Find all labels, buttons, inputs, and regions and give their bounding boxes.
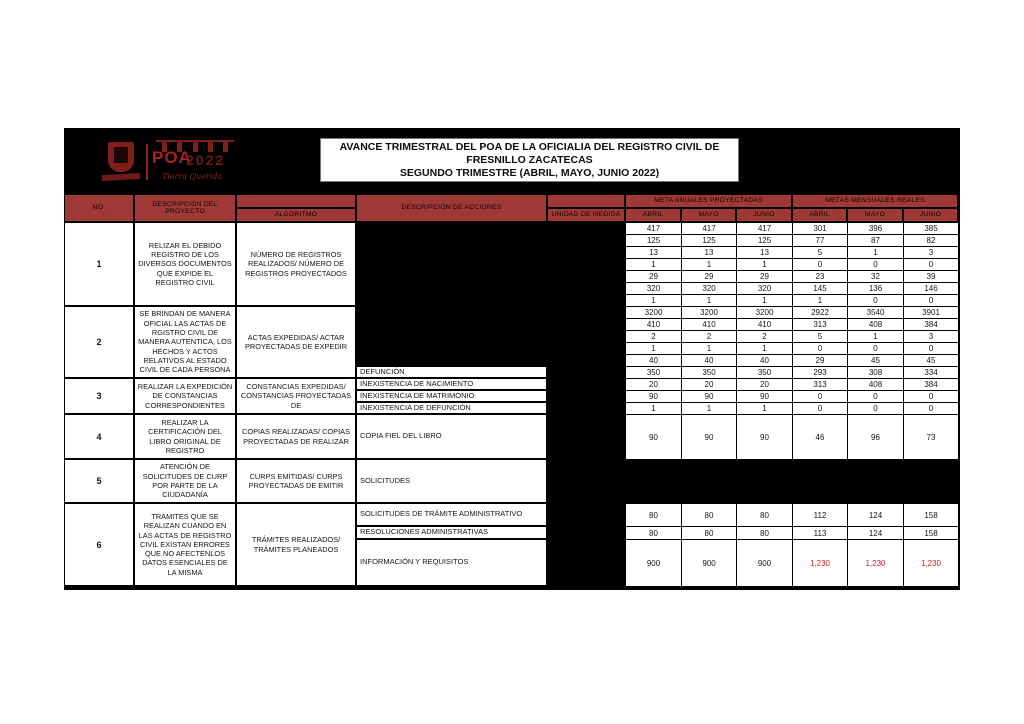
value-cell: 80 bbox=[626, 504, 681, 526]
action-cell: RESOLUCIONES ADMINISTRATIVAS bbox=[357, 527, 546, 538]
month-header-meta-mayo: MAYO bbox=[682, 209, 735, 221]
value-cell: 158 bbox=[904, 527, 958, 539]
value-cell: 1 bbox=[793, 295, 847, 306]
project-algorithm: CURPS EMITIDAS/ CURPS PROYECTADAS DE EMITIR bbox=[237, 460, 355, 502]
value-cell: 410 bbox=[737, 319, 792, 330]
project-description: ATENCIÓN DE SOLICITUDES DE CURP POR PARTE DE LA CIUDADANÍA bbox=[135, 460, 235, 502]
value-cell: 417 bbox=[626, 223, 681, 234]
value-cell: 0 bbox=[793, 259, 847, 270]
group-header-meta: META ANUALES PROYECTADAS bbox=[626, 195, 791, 207]
value-cell: 82 bbox=[904, 235, 958, 246]
value-cell: 1,230 bbox=[793, 540, 847, 586]
project-description: REALIZAR LA CERTIFICACIÓN DEL LIBRO ORIGINAL DE REGISTRO bbox=[135, 415, 235, 458]
value-cell: 0 bbox=[793, 403, 847, 414]
project-no: 1 bbox=[65, 223, 133, 305]
value-cell: 87 bbox=[848, 235, 903, 246]
value-cell: 3 bbox=[904, 331, 958, 342]
value-cell: 13 bbox=[682, 247, 736, 258]
value-cell: 146 bbox=[904, 283, 958, 294]
value-cell: 125 bbox=[682, 235, 736, 246]
value-cell: 313 bbox=[793, 319, 847, 330]
value-cell: 417 bbox=[682, 223, 736, 234]
project-algorithm: TRÁMITES REALIZADOS/ TRÁMITES PLANEADOS bbox=[237, 504, 355, 585]
action-cell: INEXISTENCIA DE DEFUNCIÓN bbox=[357, 403, 546, 413]
value-cell: 125 bbox=[626, 235, 681, 246]
value-cell: 90 bbox=[682, 391, 736, 402]
report-title-line2: SEGUNDO TRIMESTRE (ABRIL, MAYO, JUNIO 2022) bbox=[399, 166, 660, 179]
action-cell: COPIA FIEL DEL LIBRO bbox=[357, 415, 546, 458]
value-cell: 5 bbox=[793, 331, 847, 342]
value-cell: 90 bbox=[626, 415, 681, 459]
value-cell: 320 bbox=[626, 283, 681, 294]
value-cell: 320 bbox=[682, 283, 736, 294]
project-algorithm: CONSTANCIAS EXPEDIDAS/ CONSTANCIAS PROYECTADAS DE bbox=[237, 379, 355, 413]
col-header-unit: UNIDAD DE MEDIDA bbox=[548, 209, 624, 221]
value-cell: 0 bbox=[848, 259, 903, 270]
value-cell: 20 bbox=[626, 379, 681, 390]
value-cell: 46 bbox=[793, 415, 847, 459]
value-cell: 396 bbox=[848, 223, 903, 234]
value-cell: 1 bbox=[682, 259, 736, 270]
project-description: RELIZAR EL DEBIDO REGISTRO DE LOS DIVERSOS DOCUMENTOS QUE EXPIDE EL REGISTRO CIVIL bbox=[135, 223, 235, 305]
group-header-real: METAS MENSUALES REALES bbox=[793, 195, 957, 207]
value-cell: 1 bbox=[737, 259, 792, 270]
action-cell: INFORMACIÓN Y REQUISITOS bbox=[357, 540, 546, 585]
value-cell: 410 bbox=[682, 319, 736, 330]
value-cell: 13 bbox=[626, 247, 681, 258]
value-cell: 124 bbox=[848, 527, 903, 539]
value-cell: 0 bbox=[904, 343, 958, 354]
action-cell: SOLICITUDES DE TRÁMITE ADMINISTRATIVO bbox=[357, 504, 546, 525]
value-cell: 350 bbox=[737, 367, 792, 378]
poa-logo bbox=[100, 136, 250, 190]
value-cell: 77 bbox=[793, 235, 847, 246]
value-cell: 1 bbox=[737, 403, 792, 414]
value-cell: 0 bbox=[904, 403, 958, 414]
value-cell: 293 bbox=[793, 367, 847, 378]
value-cell: 20 bbox=[682, 379, 736, 390]
value-cell: 1 bbox=[682, 403, 736, 414]
value-cell: 3901 bbox=[904, 307, 958, 318]
value-cell: 301 bbox=[793, 223, 847, 234]
value-cell: 3200 bbox=[737, 307, 792, 318]
value-cell: 0 bbox=[793, 343, 847, 354]
shield-icon bbox=[108, 142, 134, 172]
value-cell: 2 bbox=[737, 331, 792, 342]
action-cell: INEXISTENCIA DE MATRIMONIO bbox=[357, 391, 546, 401]
action-cell: SOLICITUDES bbox=[357, 460, 546, 502]
report-title-line1: AVANCE TRIMESTRAL DEL POA DE LA OFICIALIA DEL REGISTRO CIVIL DE FRESNILLO ZACATECAS bbox=[339, 140, 720, 166]
value-cell: 1,230 bbox=[904, 540, 958, 586]
logo-divider bbox=[146, 144, 148, 180]
col-header-no: NO. bbox=[65, 195, 133, 221]
value-cell: 29 bbox=[737, 271, 792, 282]
value-cell: 80 bbox=[737, 527, 792, 539]
project-no: 6 bbox=[65, 504, 133, 585]
value-cell: 40 bbox=[626, 355, 681, 366]
logo-poa-text: POA bbox=[152, 148, 192, 167]
value-cell: 3540 bbox=[848, 307, 903, 318]
value-cell: 3200 bbox=[626, 307, 681, 318]
value-cell: 900 bbox=[737, 540, 792, 586]
col-header-unit-spacer bbox=[548, 195, 624, 207]
value-cell: 1 bbox=[682, 295, 736, 306]
col-header-actions: DESCRIPCIÓN DE ACCIONES bbox=[357, 195, 546, 221]
value-cell: 1 bbox=[626, 343, 681, 354]
value-cell: 334 bbox=[904, 367, 958, 378]
value-cell: 1 bbox=[848, 247, 903, 258]
value-cell: 40 bbox=[682, 355, 736, 366]
value-cell: 350 bbox=[626, 367, 681, 378]
month-header-meta-abril: ABRIL bbox=[626, 209, 680, 221]
value-cell: 0 bbox=[793, 391, 847, 402]
value-cell: 2922 bbox=[793, 307, 847, 318]
value-cell: 113 bbox=[793, 527, 847, 539]
col-header-project: DESCRIPCIÓN DEL PROYECTO bbox=[135, 195, 235, 221]
value-cell: 1 bbox=[626, 403, 681, 414]
value-cell: 13 bbox=[737, 247, 792, 258]
value-cell: 0 bbox=[848, 343, 903, 354]
month-header-real-abril: ABRIL bbox=[793, 209, 846, 221]
value-cell: 0 bbox=[848, 391, 903, 402]
value-cell: 80 bbox=[626, 527, 681, 539]
value-cell: 1 bbox=[626, 295, 681, 306]
value-cell: 417 bbox=[737, 223, 792, 234]
value-cell: 80 bbox=[682, 504, 736, 526]
value-cell: 384 bbox=[904, 319, 958, 330]
value-cell: 0 bbox=[848, 403, 903, 414]
value-cell: 900 bbox=[682, 540, 736, 586]
project-algorithm: NÚMERO DE REGISTROS REALIZADOS/ NÚMERO DE REGISTROS PROYECTADOS bbox=[237, 223, 355, 305]
month-header-real-mayo: MAYO bbox=[848, 209, 902, 221]
value-cell: 385 bbox=[904, 223, 958, 234]
action-cell: INEXISTENCIA DE NACIMIENTO bbox=[357, 379, 546, 389]
value-cell: 900 bbox=[626, 540, 681, 586]
project-description: REALIZAR LA EXPEDICIÓN DE CONSTANCIAS CORRESPONDIENTES bbox=[135, 379, 235, 413]
project-no: 4 bbox=[65, 415, 133, 458]
value-cell: 0 bbox=[904, 259, 958, 270]
project-description: TRAMITES QUE SE REALIZAN CUANDO EN LAS ACTAS DE REGISTRO CIVIL EXISTAN ERRORES QUE NO AFECTENLOS DATOS ESENCIALES DE LA MISMA bbox=[135, 504, 235, 585]
project-algorithm: COPIAS REALIZADAS/ COPIAS PROYECTADAS DE REALIZAR bbox=[237, 415, 355, 458]
value-cell: 125 bbox=[737, 235, 792, 246]
value-cell: 158 bbox=[904, 504, 958, 526]
value-cell: 408 bbox=[848, 379, 903, 390]
project-description: SE BRINDAN DE MANERA OFICIAL LAS ACTAS DE RGISTRO CIVIL DE MANERA AUTENTICA, LOS HECHOS Y ACTOS RELATIVOS AL ESTADO CIVIL DE CADA PERSONA bbox=[135, 307, 235, 377]
col-header-algorithm-spacer bbox=[237, 195, 355, 207]
value-cell: 23 bbox=[793, 271, 847, 282]
value-cell: 40 bbox=[737, 355, 792, 366]
value-cell: 0 bbox=[904, 391, 958, 402]
value-cell: 1 bbox=[682, 343, 736, 354]
value-cell: 313 bbox=[793, 379, 847, 390]
value-cell: 80 bbox=[737, 504, 792, 526]
value-cell: 73 bbox=[904, 415, 958, 459]
value-cell: 29 bbox=[682, 271, 736, 282]
value-cell: 45 bbox=[904, 355, 958, 366]
value-cell: 80 bbox=[682, 527, 736, 539]
project-algorithm: ACTAS EXPEDIDAS/ ACTAR PROYECTADAS DE EXPEDIR bbox=[237, 307, 355, 377]
value-cell: 350 bbox=[682, 367, 736, 378]
month-header-meta-junio: JUNIO bbox=[737, 209, 791, 221]
logo-tagline: Tierra Querida bbox=[162, 172, 223, 181]
value-cell: 124 bbox=[848, 504, 903, 526]
value-cell: 96 bbox=[848, 415, 903, 459]
value-cell: 0 bbox=[848, 295, 903, 306]
value-cell: 90 bbox=[737, 415, 792, 459]
title-box bbox=[320, 138, 739, 182]
value-cell: 145 bbox=[793, 283, 847, 294]
value-cell: 2 bbox=[626, 331, 681, 342]
col-header-algorithm: ALGORITMO bbox=[237, 209, 355, 221]
value-cell: 45 bbox=[848, 355, 903, 366]
value-cell: 1 bbox=[848, 331, 903, 342]
value-cell: 410 bbox=[626, 319, 681, 330]
value-cell: 32 bbox=[848, 271, 903, 282]
project-no: 3 bbox=[65, 379, 133, 413]
value-cell: 1 bbox=[737, 343, 792, 354]
value-cell: 2 bbox=[682, 331, 736, 342]
logo-year-text: 2022 bbox=[186, 152, 226, 168]
value-cell: 1,230 bbox=[848, 540, 903, 586]
project-no: 5 bbox=[65, 460, 133, 502]
value-cell: 20 bbox=[737, 379, 792, 390]
report-table bbox=[64, 128, 960, 590]
value-cell: 3 bbox=[904, 247, 958, 258]
value-cell: 320 bbox=[737, 283, 792, 294]
value-cell: 90 bbox=[737, 391, 792, 402]
value-cell: 0 bbox=[904, 295, 958, 306]
value-cell: 29 bbox=[793, 355, 847, 366]
value-cell: 29 bbox=[626, 271, 681, 282]
value-cell: 136 bbox=[848, 283, 903, 294]
project-no: 2 bbox=[65, 307, 133, 377]
value-cell: 408 bbox=[848, 319, 903, 330]
value-cell: 1 bbox=[626, 259, 681, 270]
value-cell: 3200 bbox=[682, 307, 736, 318]
action-cell: DEFUNCIÓN bbox=[357, 367, 546, 377]
value-cell: 39 bbox=[904, 271, 958, 282]
value-cell: 112 bbox=[793, 504, 847, 526]
value-cell: 384 bbox=[904, 379, 958, 390]
shield-banner bbox=[102, 173, 140, 181]
value-cell: 5 bbox=[793, 247, 847, 258]
value-cell: 1 bbox=[737, 295, 792, 306]
value-cell: 308 bbox=[848, 367, 903, 378]
value-cell: 90 bbox=[682, 415, 736, 459]
month-header-real-junio: JUNIO bbox=[904, 209, 957, 221]
value-cell: 90 bbox=[626, 391, 681, 402]
